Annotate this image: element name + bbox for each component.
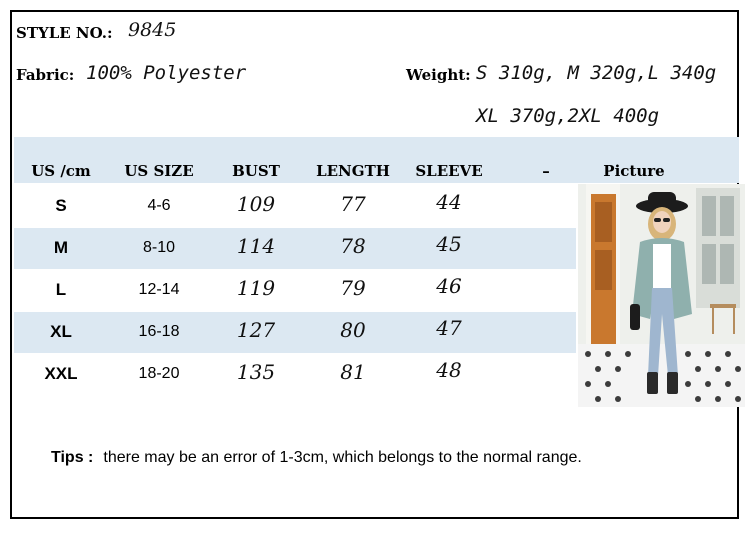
- fabric-value: 100% Polyester: [86, 62, 247, 84]
- row-xxl-size: XXL: [44, 364, 78, 383]
- row-xl-us: 16-18: [138, 323, 180, 340]
- tips-text: there may be an error of 1-3cm, which belongs to the normal range.: [103, 449, 582, 466]
- row-xxl-bust: 135: [236, 360, 276, 384]
- row-l-bust: 119: [236, 276, 276, 300]
- row-l-sleeve: 46: [436, 274, 462, 298]
- col-head-dash: –: [542, 162, 550, 180]
- row-xl-bust: 127: [236, 318, 276, 342]
- row-s-bust: 109: [236, 192, 276, 216]
- row-s-us: 4-6: [147, 197, 171, 214]
- weight-label: Weight:: [406, 66, 471, 84]
- row-m-us: 8-10: [142, 239, 176, 256]
- tips-note: [51, 449, 582, 467]
- col-head-us-size: US SIZE: [124, 162, 194, 180]
- row-s-size: S: [55, 196, 67, 215]
- row-xxl-us: 18-20: [138, 365, 180, 382]
- col-head-us-cm: US /cm: [31, 162, 91, 180]
- row-m-size: M: [53, 238, 69, 257]
- row-xl-size: XL: [50, 322, 72, 341]
- row-xl-sleeve: 47: [436, 316, 462, 340]
- row-band-xl: [14, 312, 576, 353]
- style-label: STYLE NO.:: [16, 24, 113, 42]
- row-xxl-length: 81: [340, 360, 366, 384]
- col-head-bust: BUST: [232, 162, 280, 180]
- row-xl-length: 80: [340, 318, 366, 342]
- style-value: 9845: [128, 19, 177, 41]
- row-s-sleeve: 44: [436, 190, 462, 214]
- fabric-label: Fabric:: [16, 66, 75, 84]
- size-chart-frame: [10, 10, 739, 519]
- col-head-sleeve: SLEEVE: [415, 162, 483, 180]
- row-m-bust: 114: [236, 234, 276, 258]
- row-xxl-sleeve: 48: [436, 358, 462, 382]
- row-l-size: L: [55, 280, 67, 299]
- row-band-m: [14, 228, 576, 269]
- col-head-length: LENGTH: [316, 162, 390, 180]
- tips-label: Tips :: [51, 449, 94, 466]
- row-s-length: 77: [340, 192, 366, 216]
- row-l-length: 79: [340, 276, 366, 300]
- row-l-us: 12-14: [138, 281, 180, 298]
- product-photo: [578, 184, 745, 407]
- weight-line-2: XL 370g,2XL 400g: [476, 105, 660, 127]
- row-m-sleeve: 45: [436, 232, 462, 256]
- weight-line-1: S 310g, M 320g,L 340g: [476, 62, 717, 84]
- row-m-length: 78: [340, 234, 366, 258]
- col-head-picture: Picture: [603, 162, 665, 180]
